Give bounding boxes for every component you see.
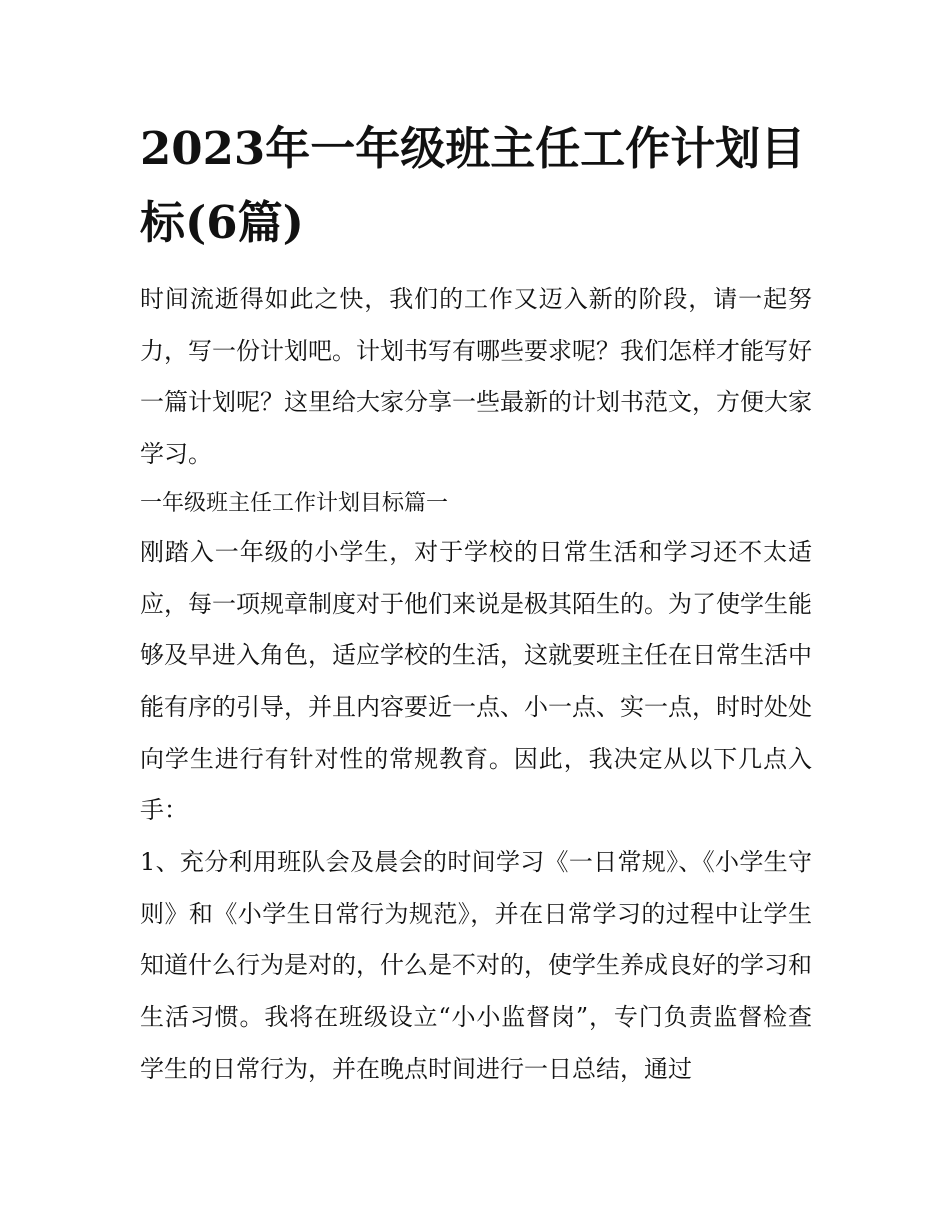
intro-paragraph: 时间流逝得如此之快，我们的工作又迈入新的阶段，请一起努力，写一份计划吧。计划书写有哪些要求呢？我们怎样才能写好一篇计划呢？这里给大家分享一些最新的计划书范文，方便大家学习。: [140, 285, 812, 469]
document-title: 2023年一年级班主任工作计划目标(6篇): [140, 122, 806, 249]
section-heading: 一年级班主任工作计划目标篇一: [140, 490, 449, 516]
body-paragraph-1: 刚踏入一年级的小学生，对于学校的日常生活和学习还不太适应，每一项规章制度对于他们来说是极其陌生的。为了使学生能够及早进入角色，适应学校的生活，这就要班主任在日常生活中能有序的引导，并且内容要近一点、小一点、实一点，时时处处向学生进行有针对性的常规教育。因此，我决定从以下几点入手：: [140, 537, 812, 825]
document-content: [140, 112, 812, 1096]
body-paragraph-2: 1、充分利用班队会及晨会的时间学习《一日常规》、《小学生守则》和《小学生日常行为规范》，并在日常学习的过程中让学生知道什么行为是对的，什么是不对的，使学生养成良好的学习和生活习惯。我将在班级设立“小小监督岗”，专门负责监督检查学生的日常行为，并在晚点时间进行一日总结，通过: [140, 848, 812, 1083]
